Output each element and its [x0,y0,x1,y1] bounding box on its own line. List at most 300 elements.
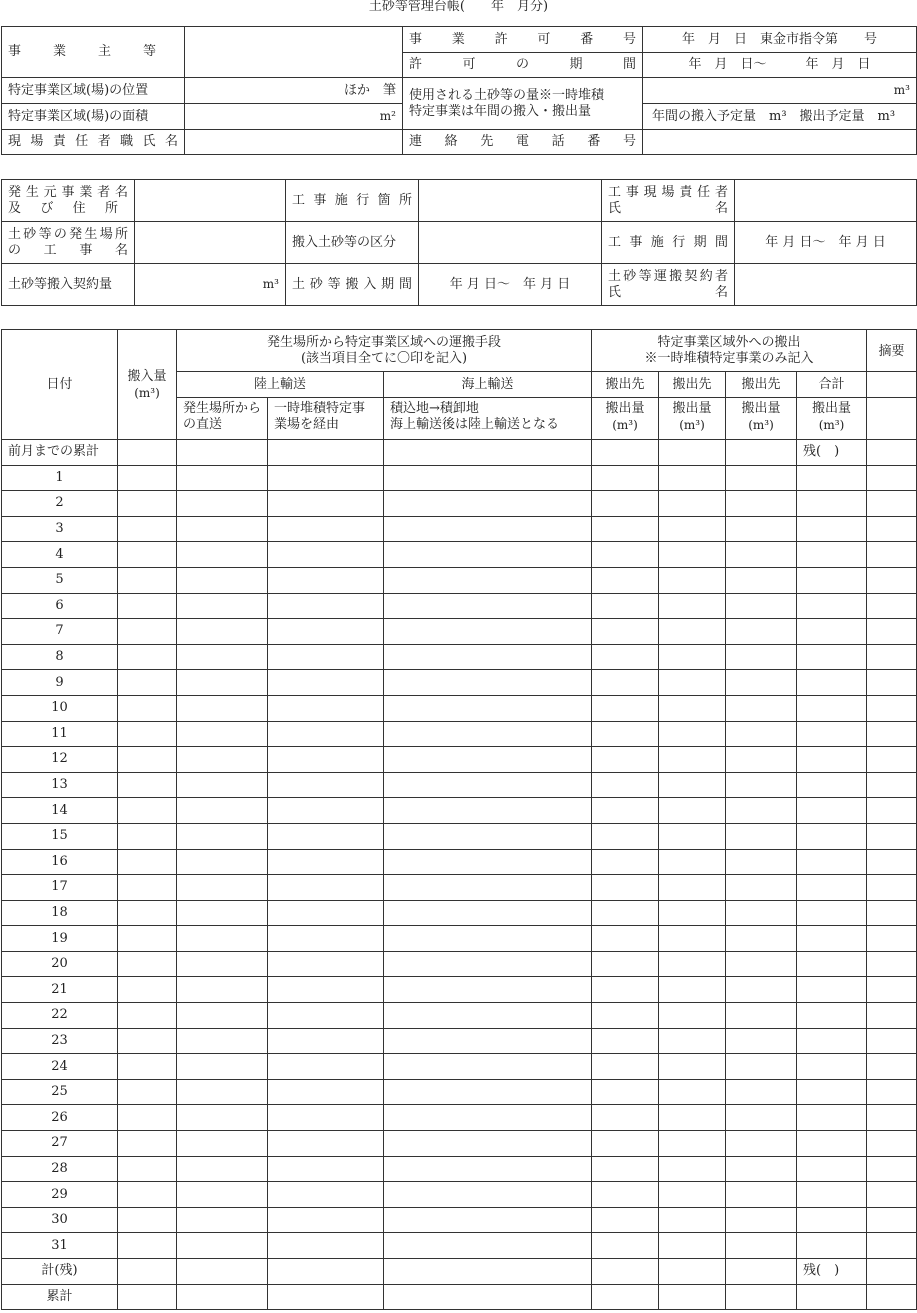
ledger-cell[interactable] [659,823,726,849]
ledger-cell[interactable] [726,542,797,568]
ledger-cell[interactable] [177,1079,268,1105]
ledger-cell[interactable] [384,1028,592,1054]
ledger-cell[interactable] [177,1182,268,1208]
ledger-cell[interactable] [726,951,797,977]
ledger-cell[interactable] [268,1207,384,1233]
ledger-cell[interactable] [118,1079,177,1105]
ledger-cell[interactable] [726,823,797,849]
ledger-cell[interactable] [659,926,726,952]
ledger-cell[interactable] [384,1182,592,1208]
ledger-cell[interactable] [659,1259,726,1285]
ledger-cell[interactable] [867,849,917,875]
ledger-cell[interactable] [118,593,177,619]
ledger-cell[interactable] [867,772,917,798]
ledger-cell[interactable] [268,465,384,491]
ledger-cell[interactable] [268,977,384,1003]
ledger-cell[interactable] [384,747,592,773]
ledger-cell[interactable] [177,977,268,1003]
ledger-cell[interactable] [867,747,917,773]
ledger-cell[interactable] [384,823,592,849]
ledger-cell[interactable] [268,721,384,747]
shiyou-field[interactable] [643,78,917,104]
ledger-cell[interactable] [659,670,726,696]
ledger-cell[interactable] [384,670,592,696]
ledger-cell[interactable] [118,440,177,466]
ledger-cell[interactable] [384,619,592,645]
ledger-cell[interactable] [592,1054,659,1080]
ledger-cell[interactable] [867,875,917,901]
ledger-cell[interactable] [268,1105,384,1131]
ledger-cell[interactable] [659,1233,726,1259]
ledger-cell[interactable] [592,1156,659,1182]
ledger-cell[interactable] [797,1105,867,1131]
ledger-cell[interactable] [592,926,659,952]
ledger-cell[interactable] [797,1233,867,1259]
ledger-cell[interactable] [726,1233,797,1259]
ledger-cell[interactable] [268,951,384,977]
ledger-cell[interactable] [726,695,797,721]
ledger-cell[interactable] [177,440,268,466]
ledger-cell[interactable] [268,440,384,466]
ledger-cell[interactable] [177,1003,268,1029]
ledger-cell[interactable] [268,926,384,952]
ledger-cell[interactable] [118,695,177,721]
ledger-cell[interactable] [797,1156,867,1182]
ledger-cell[interactable] [384,440,592,466]
ledger-cell[interactable] [268,516,384,542]
ledger-cell[interactable] [726,1079,797,1105]
ledger-cell[interactable] [384,1054,592,1080]
ledger-cell[interactable] [177,465,268,491]
ledger-cell[interactable] [797,875,867,901]
ledger-cell[interactable] [118,644,177,670]
ledger-cell[interactable] [659,849,726,875]
ledger-cell[interactable] [867,951,917,977]
ledger-cell[interactable] [797,516,867,542]
ledger-cell[interactable] [659,1079,726,1105]
ledger-cell[interactable] [797,823,867,849]
ledger-cell[interactable] [118,1105,177,1131]
ledger-cell[interactable] [118,1182,177,1208]
ledger-cell[interactable] [867,695,917,721]
zan-cell[interactable]: 残( ) [797,440,867,466]
ledger-cell[interactable] [659,1207,726,1233]
ledger-cell[interactable] [177,619,268,645]
ledger-cell[interactable] [659,747,726,773]
ledger-cell[interactable] [659,721,726,747]
ledger-cell[interactable] [118,567,177,593]
ledger-cell[interactable] [659,1028,726,1054]
ledger-cell[interactable] [118,465,177,491]
ledger-cell[interactable] [867,1105,917,1131]
ledger-cell[interactable] [268,849,384,875]
ledger-cell[interactable] [118,849,177,875]
ledger-cell[interactable] [384,1131,592,1157]
ledger-cell[interactable] [867,491,917,517]
ledger-cell[interactable] [592,1259,659,1285]
genba-sekinin-field[interactable] [735,180,917,222]
ledger-cell[interactable] [867,1284,917,1310]
ledger-cell[interactable] [726,670,797,696]
ledger-cell[interactable] [867,567,917,593]
ledger-cell[interactable] [268,1156,384,1182]
ledger-cell[interactable] [797,1182,867,1208]
ledger-cell[interactable] [384,567,592,593]
ledger-cell[interactable] [797,926,867,952]
ledger-cell[interactable] [726,644,797,670]
ledger-cell[interactable] [384,721,592,747]
ledger-cell[interactable] [268,567,384,593]
ledger-cell[interactable] [659,619,726,645]
ledger-cell[interactable] [867,1182,917,1208]
ledger-cell[interactable] [867,823,917,849]
ledger-cell[interactable] [268,875,384,901]
ledger-cell[interactable] [268,670,384,696]
keiyaku-ryou-field[interactable] [135,264,286,306]
ledger-cell[interactable] [592,1028,659,1054]
ledger-cell[interactable] [659,491,726,517]
ledger-cell[interactable] [384,1079,592,1105]
ledger-cell[interactable] [592,491,659,517]
ledger-cell[interactable] [867,1054,917,1080]
ledger-cell[interactable] [867,1156,917,1182]
ledger-cell[interactable] [592,1182,659,1208]
ledger-cell[interactable] [659,1156,726,1182]
ledger-cell[interactable] [659,593,726,619]
ichi-field[interactable]: ほか 筆 [185,78,403,104]
hannyu-kikan-field[interactable]: 年 月 日～ 年 月 日 [419,264,602,306]
ledger-cell[interactable] [177,951,268,977]
ledger-cell[interactable] [659,1054,726,1080]
ledger-cell[interactable] [592,875,659,901]
ledger-cell[interactable] [118,542,177,568]
ledger-cell[interactable] [726,1131,797,1157]
ledger-cell[interactable] [118,1284,177,1310]
ledger-cell[interactable] [726,1182,797,1208]
ledger-cell[interactable] [118,1131,177,1157]
ledger-cell[interactable] [867,798,917,824]
ledger-cell[interactable] [177,1207,268,1233]
ledger-cell[interactable] [592,1079,659,1105]
ledger-cell[interactable] [118,747,177,773]
ledger-cell[interactable] [384,542,592,568]
ledger-cell[interactable] [592,823,659,849]
ledger-cell[interactable] [659,977,726,1003]
ledger-cell[interactable] [797,491,867,517]
ledger-cell[interactable] [726,593,797,619]
ledger-cell[interactable] [797,1028,867,1054]
ledger-cell[interactable] [726,1207,797,1233]
ledger-cell[interactable] [797,1284,867,1310]
ledger-cell[interactable] [177,721,268,747]
sekou-basho-field[interactable] [419,180,602,222]
ledger-cell[interactable] [384,798,592,824]
ledger-cell[interactable] [659,567,726,593]
ledger-cell[interactable] [797,1054,867,1080]
ledger-cell[interactable] [726,772,797,798]
ledger-cell[interactable] [177,926,268,952]
renrakusaki-field[interactable] [643,130,917,155]
ledger-cell[interactable] [797,670,867,696]
ledger-cell[interactable] [867,1079,917,1105]
ledger-cell[interactable] [592,593,659,619]
ledger-cell[interactable] [797,900,867,926]
ledger-cell[interactable] [177,1284,268,1310]
ledger-cell[interactable] [177,1028,268,1054]
ledger-cell[interactable] [384,695,592,721]
ledger-cell[interactable] [592,721,659,747]
ledger-cell[interactable] [268,772,384,798]
ledger-cell[interactable] [384,1207,592,1233]
ledger-cell[interactable] [268,1233,384,1259]
ledger-cell[interactable] [797,1079,867,1105]
ledger-cell[interactable] [659,644,726,670]
ledger-cell[interactable] [118,823,177,849]
ledger-cell[interactable] [268,1259,384,1285]
ledger-cell[interactable] [592,644,659,670]
ledger-cell[interactable] [177,695,268,721]
ledger-cell[interactable] [797,849,867,875]
menseki-field[interactable] [185,104,403,130]
ledger-cell[interactable] [268,695,384,721]
ledger-cell[interactable] [177,875,268,901]
ledger-cell[interactable] [797,747,867,773]
kubun-field[interactable] [419,222,602,264]
ledger-cell[interactable] [867,542,917,568]
ledger-cell[interactable] [592,1233,659,1259]
ledger-cell[interactable] [726,977,797,1003]
ledger-cell[interactable] [118,977,177,1003]
ledger-cell[interactable] [797,619,867,645]
ledger-cell[interactable] [384,1233,592,1259]
ledger-cell[interactable] [592,1284,659,1310]
ledger-cell[interactable] [726,516,797,542]
ledger-cell[interactable] [118,875,177,901]
ledger-cell[interactable] [867,440,917,466]
ledger-cell[interactable] [592,695,659,721]
ledger-cell[interactable] [177,747,268,773]
ledger-cell[interactable] [797,695,867,721]
ledger-cell[interactable] [726,491,797,517]
ledger-cell[interactable] [118,721,177,747]
ledger-cell[interactable] [867,977,917,1003]
ledger-cell[interactable] [867,900,917,926]
unpan-field[interactable] [735,264,917,306]
ledger-cell[interactable] [797,951,867,977]
ledger-cell[interactable] [592,951,659,977]
ledger-cell[interactable] [177,900,268,926]
ledger-cell[interactable] [118,1233,177,1259]
ledger-cell[interactable] [118,1156,177,1182]
ledger-cell[interactable] [797,1131,867,1157]
ledger-cell[interactable] [384,772,592,798]
sekininsha-field[interactable] [185,130,403,155]
ledger-cell[interactable] [384,951,592,977]
zan-cell[interactable]: 残( ) [797,1259,867,1285]
ledger-cell[interactable] [867,465,917,491]
ledger-cell[interactable] [384,849,592,875]
ledger-cell[interactable] [268,1131,384,1157]
ledger-cell[interactable] [659,772,726,798]
ledger-cell[interactable] [592,1105,659,1131]
ledger-cell[interactable] [177,516,268,542]
ledger-cell[interactable] [118,798,177,824]
ledger-cell[interactable] [797,593,867,619]
ledger-cell[interactable] [268,747,384,773]
ledger-cell[interactable] [268,1003,384,1029]
ledger-cell[interactable] [177,1259,268,1285]
ledger-cell[interactable] [659,695,726,721]
ledger-cell[interactable] [867,1233,917,1259]
ledger-cell[interactable] [726,1054,797,1080]
ledger-cell[interactable] [118,1207,177,1233]
ledger-cell[interactable] [726,1259,797,1285]
kyoka-bangou-field[interactable]: 年 月 日 東金市指令第 号 [643,27,917,53]
ledger-cell[interactable] [726,567,797,593]
ledger-cell[interactable] [384,900,592,926]
ledger-cell[interactable] [177,491,268,517]
ledger-cell[interactable] [268,900,384,926]
ledger-cell[interactable] [118,1054,177,1080]
ledger-cell[interactable] [118,1259,177,1285]
ledger-cell[interactable] [118,670,177,696]
ledger-cell[interactable] [118,516,177,542]
ledger-cell[interactable] [268,644,384,670]
ledger-cell[interactable] [797,1207,867,1233]
ledger-cell[interactable] [384,516,592,542]
ledger-cell[interactable] [177,1105,268,1131]
ledger-cell[interactable] [592,747,659,773]
ledger-cell[interactable] [797,465,867,491]
ledger-cell[interactable] [726,747,797,773]
ledger-cell[interactable] [177,1054,268,1080]
ledger-cell[interactable] [726,440,797,466]
ledger-cell[interactable] [268,619,384,645]
ledger-cell[interactable] [659,516,726,542]
ledger-cell[interactable] [659,900,726,926]
ledger-cell[interactable] [177,593,268,619]
ledger-cell[interactable] [592,1003,659,1029]
ledger-cell[interactable] [268,1182,384,1208]
ledger-cell[interactable] [867,644,917,670]
ledger-cell[interactable] [177,1156,268,1182]
ledger-cell[interactable] [592,619,659,645]
ledger-cell[interactable] [867,1131,917,1157]
ledger-cell[interactable] [867,516,917,542]
ledger-cell[interactable] [118,1028,177,1054]
ledger-cell[interactable] [118,772,177,798]
ledger-cell[interactable] [384,875,592,901]
hasseimoto-field[interactable] [135,180,286,222]
ledger-cell[interactable] [726,1105,797,1131]
ledger-cell[interactable] [726,849,797,875]
ledger-cell[interactable] [118,926,177,952]
ledger-cell[interactable] [726,1156,797,1182]
ledger-cell[interactable] [726,721,797,747]
ledger-cell[interactable] [867,721,917,747]
ledger-cell[interactable] [268,542,384,568]
ledger-cell[interactable] [384,1284,592,1310]
ledger-cell[interactable] [867,670,917,696]
ledger-cell[interactable] [118,491,177,517]
ledger-cell[interactable] [268,823,384,849]
ledger-cell[interactable] [177,670,268,696]
ledger-cell[interactable] [268,798,384,824]
ledger-cell[interactable] [592,772,659,798]
ledger-cell[interactable] [726,1284,797,1310]
ledger-cell[interactable] [268,1054,384,1080]
ledger-cell[interactable] [384,1003,592,1029]
ledger-cell[interactable] [592,465,659,491]
ledger-cell[interactable] [867,619,917,645]
jigyounushi-field[interactable] [185,27,403,78]
ledger-cell[interactable] [384,977,592,1003]
ledger-cell[interactable] [384,1105,592,1131]
ledger-cell[interactable] [867,926,917,952]
ledger-cell[interactable] [592,1131,659,1157]
ledger-cell[interactable] [592,542,659,568]
ledger-cell[interactable] [726,465,797,491]
ledger-cell[interactable] [177,542,268,568]
ledger-cell[interactable] [659,440,726,466]
ledger-cell[interactable] [726,875,797,901]
ledger-cell[interactable] [177,644,268,670]
kyoka-kikan-field[interactable]: 年 月 日～ 年 月 日 [643,53,917,78]
ledger-cell[interactable] [384,593,592,619]
ledger-cell[interactable] [726,926,797,952]
ledger-cell[interactable] [384,1259,592,1285]
nenkan-field[interactable]: 年間の搬入予定量 m³ 搬出予定量 m³ [643,104,917,130]
ledger-cell[interactable] [592,900,659,926]
ledger-cell[interactable] [659,951,726,977]
ledger-cell[interactable] [118,619,177,645]
ledger-cell[interactable] [177,798,268,824]
ledger-cell[interactable] [384,1156,592,1182]
hassei-basho-field[interactable] [135,222,286,264]
ledger-cell[interactable] [659,875,726,901]
ledger-cell[interactable] [659,542,726,568]
ledger-cell[interactable] [659,1003,726,1029]
ledger-cell[interactable] [592,567,659,593]
ledger-cell[interactable] [726,619,797,645]
ledger-cell[interactable] [177,823,268,849]
ledger-cell[interactable] [659,465,726,491]
ledger-cell[interactable] [797,567,867,593]
ledger-cell[interactable] [592,516,659,542]
ledger-cell[interactable] [726,1003,797,1029]
ledger-cell[interactable] [118,900,177,926]
ledger-cell[interactable] [659,798,726,824]
ledger-cell[interactable] [797,977,867,1003]
ledger-cell[interactable] [592,977,659,1003]
ledger-cell[interactable] [592,1207,659,1233]
ledger-cell[interactable] [268,491,384,517]
ledger-cell[interactable] [118,951,177,977]
ledger-cell[interactable] [659,1131,726,1157]
ledger-cell[interactable] [177,1131,268,1157]
ledger-cell[interactable] [797,542,867,568]
ledger-cell[interactable] [592,798,659,824]
ledger-cell[interactable] [268,1079,384,1105]
ledger-cell[interactable] [726,900,797,926]
ledger-cell[interactable] [118,1003,177,1029]
ledger-cell[interactable] [726,1028,797,1054]
ledger-cell[interactable] [797,798,867,824]
ledger-cell[interactable] [268,1284,384,1310]
ledger-cell[interactable] [592,849,659,875]
ledger-cell[interactable] [867,1028,917,1054]
ledger-cell[interactable] [726,798,797,824]
